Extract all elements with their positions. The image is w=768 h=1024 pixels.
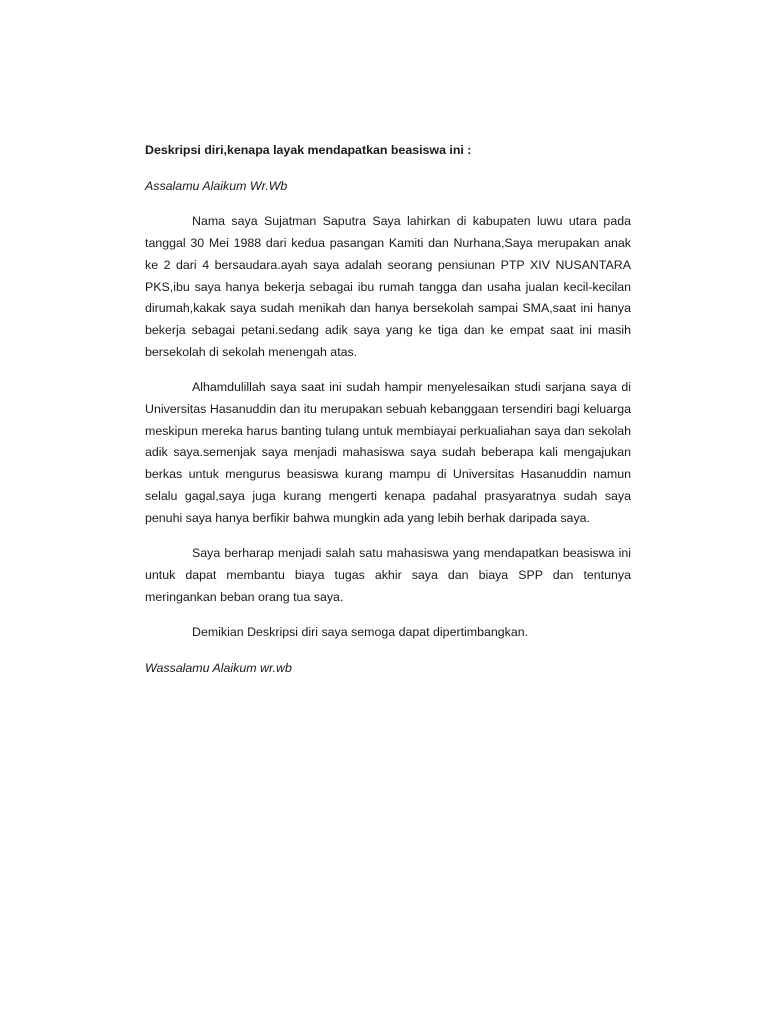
document-body [145,140,631,694]
paragraph-biography: Nama saya Sujatman Saputra Saya lahirkan di kabupaten luwu utara pada tanggal 30 Mei 1988 dari kedua pasangan Kamiti dan Nurhana,Saya merupakan anak ke 2 dari 4 bersaudara.ayah saya adalah seorang pensiunan PTP XIV NUSANTARA PKS,ibu saya hanya bekerja sebagai ibu rumah tangga dan usaha jualan kecil-kecilan dirumah,kakak saya sudah menikah dan hanya bersekolah sampai SMA,saat ini hanya bekerja sebagai petani.sedang adik saya yang ke tiga dan ke empat saat ini masih bersekolah di sekolah menengah atas. [145,214,631,359]
document-title: Deskripsi diri,kenapa layak mendapatkan beasiswa ini : [145,143,472,157]
closing: Wassalamu Alaikum wr.wb [145,661,292,676]
paragraph-hope: Saya berharap menjadi salah satu mahasiswa yang mendapatkan beasiswa ini untuk dapat membantu biaya tugas akhir saya dan biaya SPP dan tentunya meringankan beban orang tua saya. [145,546,631,604]
paragraph-studies: Alhamdulillah saya saat ini sudah hampir menyelesaikan studi sarjana saya di Universitas Hasanuddin dan itu merupakan sebuah kebanggaan tersendiri bagi keluarga meskipun mereka harus banting tulang untuk membiayai perkualiahan saya dan sekolah adik saya.semenjak saya menjadi mahasiswa saya sudah beberapa kali mengajukan berkas untuk mengurus beasiswa kurang mampu di Universitas Hasanuddin namun selalu gagal,saya juga kurang mengerti kenapa padahal prasyaratnya sudah saya penuhi saya hanya berfikir bahwa mungkin ada yang lebih berhak daripada saya. [145,380,631,525]
paragraph-conclusion: Demikian Deskripsi diri saya semoga dapat dipertimbangkan. [192,625,529,640]
greeting: Assalamu Alaikum Wr.Wb [145,178,288,193]
